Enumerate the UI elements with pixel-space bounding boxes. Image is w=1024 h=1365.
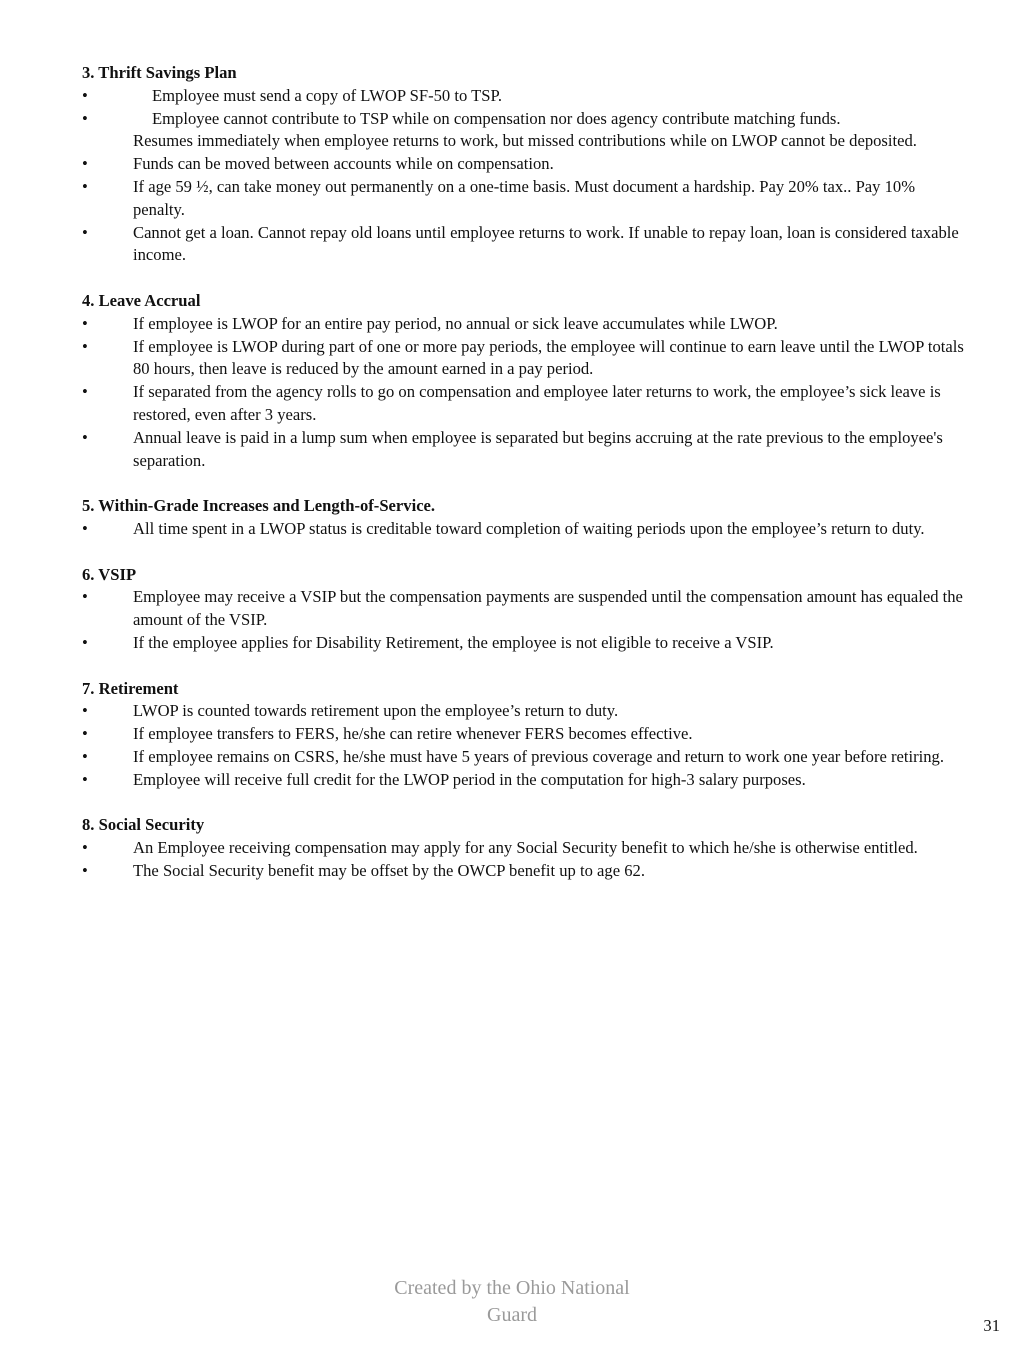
bullet-icon: • — [82, 746, 88, 766]
section-heading: 3. Thrift Savings Plan — [82, 63, 237, 82]
section — [82, 62, 967, 267]
bullet-icon: • — [82, 85, 88, 105]
bullet-item — [82, 586, 967, 632]
bullet-item — [82, 769, 967, 792]
bullet-item — [82, 860, 967, 883]
bullet-text: If employee remains on CSRS, he/she must have 5 years of previous coverage and return to work one year before retiring. — [133, 746, 944, 766]
bullet-icon: • — [82, 587, 88, 607]
bullet-icon: • — [82, 336, 88, 356]
page-number: 31 — [983, 1316, 1000, 1335]
footer-watermark — [362, 1275, 662, 1329]
document-body — [82, 62, 967, 905]
section — [82, 290, 967, 472]
bullet-item — [82, 313, 967, 336]
bullet-item — [82, 837, 967, 860]
bullet-item — [82, 176, 967, 222]
bullet-icon: • — [82, 222, 88, 242]
bullet-item — [82, 746, 967, 769]
bullet-icon: • — [82, 518, 88, 538]
bullet-icon: • — [82, 154, 88, 174]
bullet-icon: • — [82, 701, 88, 721]
bullet-item — [82, 723, 967, 746]
bullet-text: All time spent in a LWOP status is creditable toward completion of waiting periods upon the employee’s return to duty. — [133, 518, 925, 538]
footer-line-2: Guard — [487, 1304, 537, 1326]
bullet-text: If the employee applies for Disability Retirement, the employee is not eligible to receive a VSIP. — [133, 632, 774, 652]
bullet-item — [82, 427, 967, 473]
bullet-text: If employee is LWOP during part of one or more pay periods, the employee will continue to earn leave until the LWOP totals 80 hours, then leave is reduced by the amount earned in a pay period. — [133, 336, 964, 379]
footer-line-1: Created by the Ohio National — [394, 1277, 630, 1299]
bullet-text: Funds can be moved between accounts while on compensation. — [133, 154, 554, 174]
bullet-item — [82, 336, 967, 382]
bullet-text: If separated from the agency rolls to go on compensation and employee later returns to work, the employee’s sick leave is restored, even after 3 years. — [133, 382, 941, 424]
bullet-item — [82, 108, 967, 154]
bullet-icon: • — [82, 427, 88, 447]
bullet-item — [82, 518, 967, 541]
bullet-item — [82, 632, 967, 655]
bullet-text: Employee must send a copy of LWOP SF-50 to TSP. — [152, 85, 502, 105]
bullet-text: Cannot get a loan. Cannot repay old loans until employee returns to work. If unable to repay loan, loan is considered taxable income. — [133, 222, 959, 265]
section — [82, 564, 967, 655]
bullet-text: Employee may receive a VSIP but the compensation payments are suspended until the compensation amount has equaled the amount of the VSIP. — [133, 587, 963, 630]
bullet-text: If employee is LWOP for an entire pay period, no annual or sick leave accumulates while LWOP. — [133, 313, 778, 333]
bullet-text: Employee cannot contribute to TSP while on compensation nor does agency contribute matching funds. — [152, 108, 841, 128]
section-heading: 7. Retirement — [82, 678, 179, 698]
bullet-text-continuation: Resumes immediately when employee returns to work, but missed contributions while on LWOP cannot be deposited. — [133, 131, 917, 151]
bullet-text: The Social Security benefit may be offset by the OWCP benefit up to age 62. — [133, 860, 645, 880]
bullet-item — [82, 153, 967, 176]
bullet-text: If employee transfers to FERS, he/she can retire whenever FERS becomes effective. — [133, 724, 693, 744]
bullet-icon: • — [82, 108, 88, 128]
bullet-text: Employee will receive full credit for the LWOP period in the computation for high-3 salary purposes. — [133, 769, 806, 789]
bullet-text: Annual leave is paid in a lump sum when employee is separated but begins accruing at the rate previous to the employee's separation. — [133, 427, 943, 470]
section-heading: 6. VSIP — [82, 564, 137, 584]
bullet-icon: • — [82, 313, 88, 333]
bullet-item — [82, 222, 967, 268]
section — [82, 495, 967, 541]
bullet-icon: • — [82, 632, 88, 652]
section-heading: 4. Leave Accrual — [82, 290, 201, 310]
bullet-icon: • — [82, 382, 88, 402]
bullet-item — [82, 85, 967, 108]
bullet-text: LWOP is counted towards retirement upon the employee’s return to duty. — [133, 701, 619, 721]
bullet-text: An Employee receiving compensation may apply for any Social Security benefit to which he/she is otherwise entitled. — [133, 838, 918, 858]
bullet-icon: • — [82, 860, 88, 880]
bullet-icon: • — [82, 724, 88, 744]
section — [82, 814, 967, 882]
bullet-icon: • — [82, 838, 88, 858]
bullet-text: If age 59 ½, can take money out permanently on a one-time basis. Must document a hardship. Pay 20% tax.. Pay 10% penalty. — [133, 176, 916, 219]
bullet-item — [82, 700, 967, 723]
section — [82, 678, 967, 792]
bullet-icon: • — [82, 176, 88, 196]
section-heading: 5. Within-Grade Increases and Length-of-Service. — [82, 496, 436, 516]
section-heading: 8. Social Security — [82, 815, 205, 835]
bullet-item — [82, 381, 967, 427]
bullet-icon: • — [82, 769, 88, 789]
